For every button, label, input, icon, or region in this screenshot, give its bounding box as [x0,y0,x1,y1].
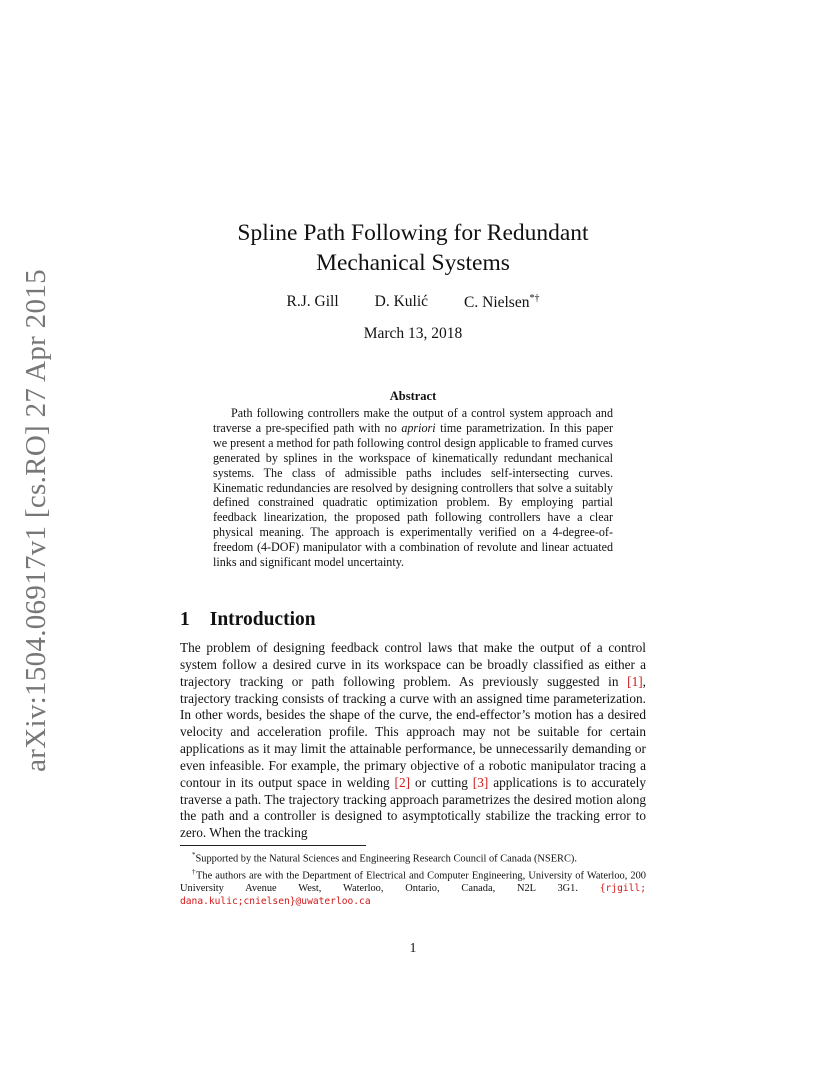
section-title: Introduction [209,609,316,630]
abstract-text: Path following controllers make the output of a control system approach and traverse a pre-specified path with no apriori time parametrization. In this paper we present a method for path following control design applicable to framed curves generated by splines in the workspace of kinematically redundant mechanical systems. The class of admissible paths includes self-intersecting curves. Kinematic redundancies are resolved by designing controllers that solve a suitably defined constrained quadratic optimization problem. By employing partial feedback linearization, the proposed path following controllers have a clear physical meaning. The approach is experimentally verified on a 4-degree-of-freedom (4-DOF) manipulator with a combination of revolute and linear actuated links and significant model uncertainty. [213,406,614,570]
footnote-2: †The authors are with the Department of Electrical and Computer Engineering, University of Waterloo, 200 University Avenue West, Waterloo, Ontario, Canada, N2L 3G1. {rjgill; dana.kulic;cnielsen}@uwaterloo.ca [180,868,647,907]
abstract-heading: Abstract [389,389,437,403]
author-list [180,293,646,312]
footnote-1: *Supported by the Natural Sciences and Engineering Research Council of Canada (NSERC). [192,851,577,865]
citation-link-2[interactable]: [2] [394,774,411,790]
page-number: 1 [409,940,417,955]
author-email-link[interactable]: {rjgill; dana.kulic;cnielsen}@uwaterloo.ca [180,883,646,907]
arxiv-identifier [13,268,59,772]
author-2: D. Kulić [374,293,429,310]
citation-link-1[interactable]: [1] [627,673,643,689]
section-number: 1 [180,609,190,630]
paper-date: March 13, 2018 [363,325,463,342]
author-3-footnote-mark: *† [529,293,540,304]
author-1: R.J. Gill [286,293,339,310]
section-heading-introduction [180,609,646,631]
footnotes [180,849,646,908]
footnote-divider [180,845,366,846]
author-3: C. Nielsen*† [464,293,540,312]
paper-title: Spline Path Following for Redundant Mechanical Systems [237,220,589,276]
citation-link-3[interactable]: [3] [472,774,489,790]
arxiv-identifier-text: arXiv:1504.06917v1 [cs.RO] 27 Apr 2015 [19,268,52,772]
introduction-paragraph: The problem of designing feedback control laws that make the output of a control system follow a desired curve in its workspace can be broadly classified as either a trajectory tracking or path following problem. As previously suggested in [1], trajectory tracking consists of tracking a curve with an assigned time parameterization. In other words, besides the shape of the curve, the end-effector’s motion has a desired velocity and acceleration profile. This approach may not be suitable for certain applications as it may limit the attainable performance, be unnecessarily demanding or even infeasible. For example, the primary objective of a robotic manipulator tracing a contour in its output space in welding [2] or cutting [3] applications is to accurately traverse a path. The trajectory tracking approach parametrizes the desired motion along the path and a controller is designed to asymptotically stabilize the tracking error to zero. When the tracking [180,640,646,841]
